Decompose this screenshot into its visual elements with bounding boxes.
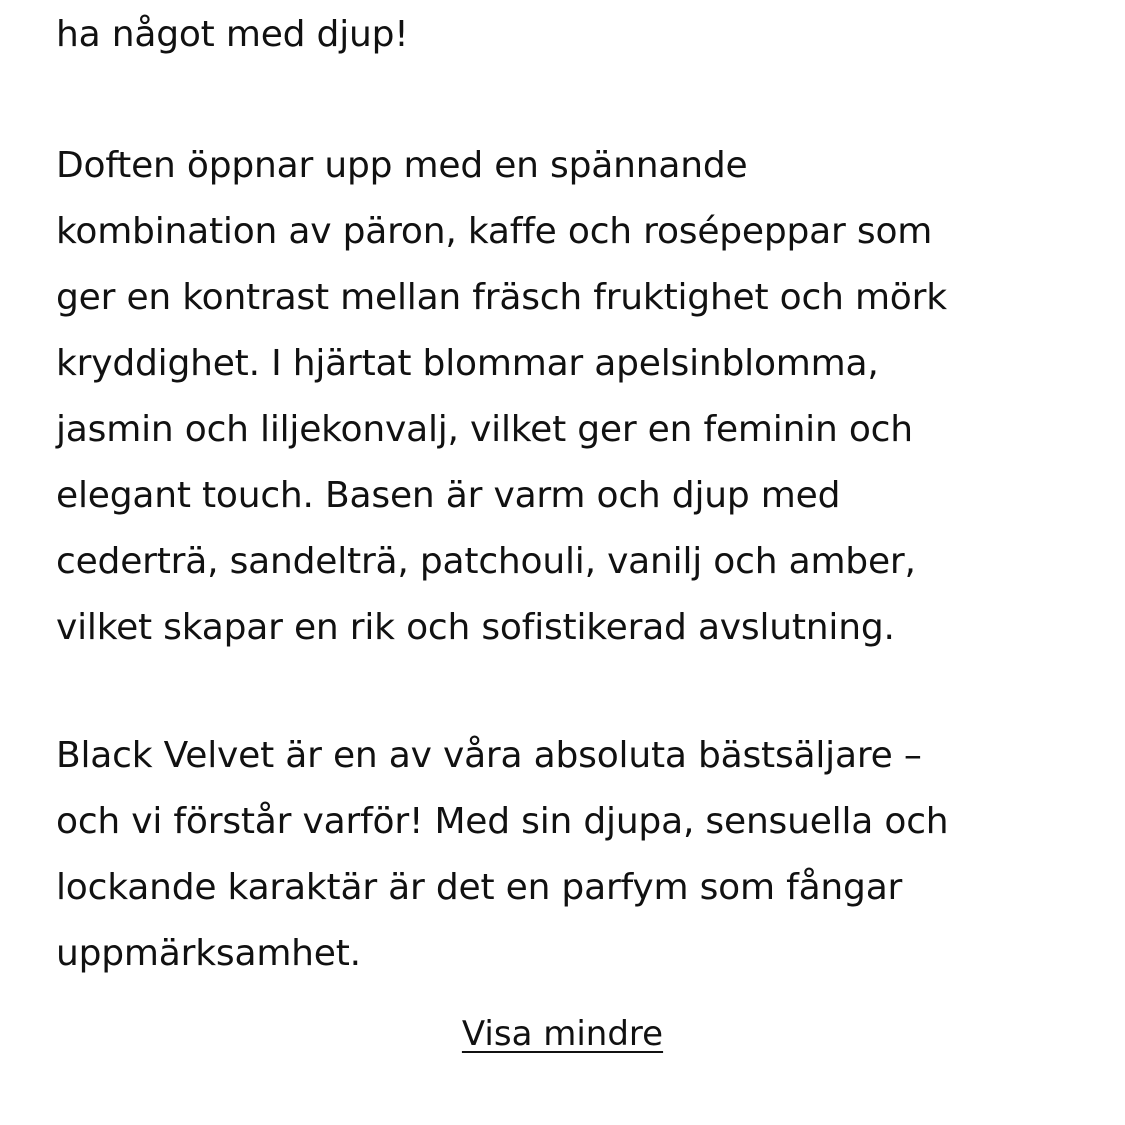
description-paragraph-1	[56, 2, 409, 68]
description-paragraph-3	[56, 723, 948, 987]
text-line: och vi förstår varför! Med sin djupa, sensuella och	[56, 801, 949, 842]
text-line: vilket skapar en rik och sofistikerad avslutning.	[56, 607, 895, 648]
description-paragraph-2	[56, 133, 947, 661]
text-line: Doften öppnar upp med en spännande	[56, 145, 748, 186]
text-line: lockande karaktär är det en parfym som fångar	[56, 867, 903, 908]
text-line: ha något med djup!	[56, 14, 409, 55]
text-line: cederträ, sandelträ, patchouli, vanilj och amber,	[56, 541, 916, 582]
text-line: uppmärksamhet.	[56, 933, 361, 974]
text-line: ger en kontrast mellan fräsch fruktighet och mörk	[56, 277, 947, 318]
text-line: Black Velvet är en av våra absoluta bästsäljare –	[56, 735, 922, 776]
show-less-link[interactable]: Visa mindre	[461, 1014, 664, 1054]
text-line: elegant touch. Basen är varm och djup med	[56, 475, 841, 516]
text-line: jasmin och liljekonvalj, vilket ger en feminin och	[56, 409, 913, 450]
text-line: kryddighet. I hjärtat blommar apelsinblomma,	[56, 343, 879, 384]
text-line: kombination av päron, kaffe och rosépeppar som	[56, 211, 933, 252]
